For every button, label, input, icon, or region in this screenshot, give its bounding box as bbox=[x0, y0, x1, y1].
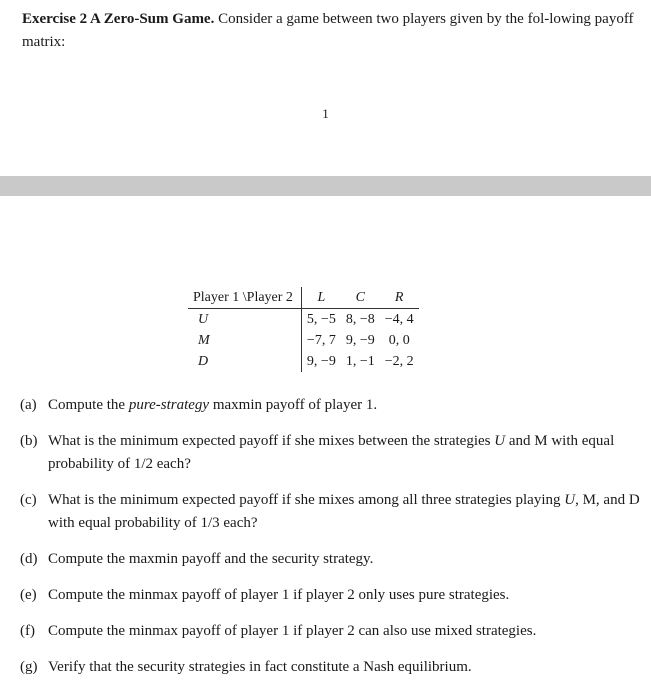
column-header-R: R bbox=[380, 287, 419, 309]
question-e bbox=[20, 584, 645, 607]
question-c bbox=[20, 489, 645, 535]
page-number: 1 bbox=[322, 106, 329, 121]
question-text: What is the minimum expected payoff if she mixes between the strategies bbox=[48, 433, 495, 449]
question-text: Compute the minmax payoff of player 1 if player 2 only uses pure strategies. bbox=[48, 587, 510, 603]
exercise-intro-text: Consider a game between two players given by the fol-lowing payoff matrix: bbox=[22, 11, 634, 50]
payoff-cell: −4, 4 bbox=[384, 312, 414, 327]
question-label: (d) bbox=[20, 551, 38, 567]
question-emphasis: U bbox=[564, 492, 576, 508]
question-label: (b) bbox=[20, 433, 38, 449]
question-label: (f) bbox=[20, 623, 35, 639]
question-a bbox=[20, 394, 645, 417]
payoff-cell: 9, −9 bbox=[345, 333, 375, 348]
payoff-cell: −2, 2 bbox=[384, 354, 414, 369]
question-label: (e) bbox=[20, 587, 37, 603]
question-label: (g) bbox=[20, 659, 38, 675]
payoff-cell: 0, 0 bbox=[388, 333, 410, 348]
row-header-M: M bbox=[188, 330, 301, 351]
payoff-cell: 1, −1 bbox=[345, 354, 375, 369]
question-text: Compute the bbox=[48, 397, 129, 413]
question-emphasis: pure-strategy bbox=[128, 397, 210, 413]
payoff-cell: 5, −5 bbox=[306, 312, 336, 327]
exercise-heading: Exercise 2 A Zero-Sum Game. bbox=[22, 11, 215, 27]
page-top bbox=[0, 0, 651, 175]
payoff-cell: 9, −9 bbox=[306, 354, 336, 369]
row-header-D: D bbox=[188, 351, 301, 372]
question-f bbox=[20, 620, 645, 643]
matrix-corner-label: Player 1 \Player 2 bbox=[188, 287, 301, 309]
question-label: (c) bbox=[20, 492, 37, 508]
exercise-intro bbox=[22, 8, 637, 54]
payoff-header-row bbox=[188, 287, 419, 309]
question-b bbox=[20, 430, 645, 476]
question-list bbox=[20, 394, 645, 692]
question-emphasis: U bbox=[494, 433, 506, 449]
row-header-U: U bbox=[188, 309, 301, 331]
table-row bbox=[188, 351, 419, 372]
question-text: Verify that the security strategies in fact constitute a Nash equilibrium. bbox=[48, 659, 472, 675]
page-break-divider bbox=[0, 176, 651, 196]
question-text-end: and M with equal probability of 1/2 each? bbox=[48, 433, 615, 472]
question-text: What is the minimum expected payoff if she mixes among all three strategies playing bbox=[48, 492, 565, 508]
question-label: (a) bbox=[20, 397, 37, 413]
table-row bbox=[188, 309, 419, 331]
table-row bbox=[188, 330, 419, 351]
payoff-cell: −7, 7 bbox=[306, 333, 336, 348]
question-text: Compute the maxmin payoff and the security strategy. bbox=[48, 551, 374, 567]
payoff-matrix bbox=[188, 287, 419, 372]
question-g bbox=[20, 656, 645, 679]
column-header-L: L bbox=[301, 287, 340, 309]
question-d bbox=[20, 548, 645, 571]
payoff-cell: 8, −8 bbox=[345, 312, 375, 327]
column-header-C: C bbox=[341, 287, 380, 309]
question-text-end: , M, and D with equal probability of 1/3 each? bbox=[48, 492, 640, 531]
question-text-end: maxmin payoff of player 1. bbox=[209, 397, 378, 413]
question-text: Compute the minmax payoff of player 1 if player 2 can also use mixed strategies. bbox=[48, 623, 537, 639]
